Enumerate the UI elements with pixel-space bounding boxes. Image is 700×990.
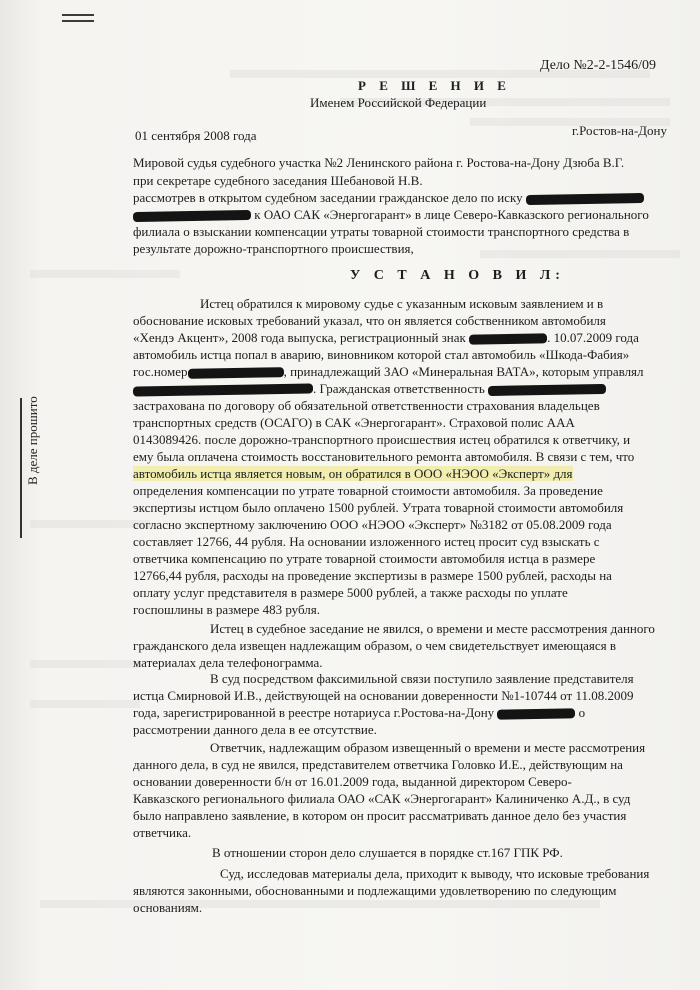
body-line: 0143089426. после дорожно-транспортного происшествия истец обратился к ответчику, и (133, 432, 631, 447)
body-line: данного дела, в суд не явился, представителем ответчика Головко И.Е., действующим на (133, 757, 623, 772)
body-line: Суд, исследовав материалы дела, приходит к выводу, что исковые требования (220, 866, 650, 881)
body-line: В суд посредством факсимильной связи поступило заявление представителя (210, 671, 634, 686)
body-line: автомобиль истца попал в аварию, виновником которой стал автомобиль «Шкода-Фабия» (133, 347, 630, 362)
body-line: ответчика. (133, 825, 192, 840)
body-line (133, 466, 573, 482)
body-line: оплату услуг представителя в размере 5000 рублей, а также расходы по уплате (133, 585, 568, 600)
redaction (526, 193, 644, 205)
redaction (497, 708, 575, 719)
highlight: автомобиль истца является новым, он обратился в ООО «НЭОО «Эксперт» для (133, 466, 573, 481)
established-heading: У С Т А Н О В И Л: (350, 268, 565, 283)
body-line: застрахована по договору об обязательной ответственности страхования владельцев (133, 398, 600, 413)
body-line: Истец обратился к мировому судье с указанным исковым заявлением и в (200, 296, 604, 311)
body-line: истца Смирновой И.В., действующей на основании доверенности №1-10744 от 11.08.2009 (133, 688, 634, 703)
document-date: 01 сентября 2008 года (135, 128, 257, 143)
body-line: определения компенсации по утрате товарной стоимости автомобиля. За проведение (133, 483, 603, 498)
body-line: . Гражданская ответственность (133, 381, 606, 397)
redaction (469, 333, 547, 344)
redaction (488, 384, 606, 396)
body-line: В отношении сторон дело слушается в порядке ст.167 ГПК РФ. (212, 845, 563, 860)
body-line: Кавказского регионального филиала ОАО «САК «Энергогарант» Калиниченко А.Д., в суд (133, 791, 631, 806)
body-line: 12766,44 рубля, расходы на проведение экспертизы в размере 1500 рублей, расходы на (133, 568, 612, 583)
body-line: года, зарегистрированной в реестре нотариуса г.Ростова-на-Дону о (133, 705, 586, 720)
redaction (133, 210, 251, 222)
intro-line: рассмотрев в открытом судебном заседании гражданское дело по иску (133, 190, 644, 206)
intro-line: филиала о взыскании компенсации утраты товарной стоимости транспортного средства в (133, 224, 630, 239)
intro-line: к ОАО САК «Энергогарант» в лице Северо-Кавказского регионального (133, 207, 649, 223)
body-line: гражданского дела извещен надлежащим образом, о чем свидетельствует имеющаяся в (133, 638, 617, 653)
margin-note: В деле прошито (25, 396, 40, 485)
body-line: транспортных средств (ОСАГО) в САК «Энергогарант». Страховой полис ААА (133, 415, 575, 430)
body-line: гос.номер , принадлежащий ЗАО «Минеральная ВАТА», которым управлял (133, 364, 644, 379)
redaction (187, 367, 283, 379)
document-city: г.Ростов-на-Дону (572, 123, 667, 138)
body-line: материалах дела телефонограмма. (133, 655, 323, 670)
body-line: Истец в судебное заседание не явился, о времени и месте рассмотрения данного (210, 621, 655, 636)
document-title: Р Е Ш Е Н И Е (358, 78, 511, 93)
staple-mark (62, 20, 94, 22)
body-line: было направлено заявление, в котором он просит рассматривать данное дело без участия (133, 808, 627, 823)
body-line: госпошлины в размере 483 рубля. (133, 602, 320, 617)
document-subtitle: Именем Российской Федерации (310, 95, 487, 110)
redaction (133, 383, 313, 396)
body-line: Ответчик, надлежащим образом извещенный о времени и месте рассмотрения (210, 740, 646, 755)
body-line: экспертизы истцом было оплачено 1500 рублей. Утрата товарной стоимости автомобиля (133, 500, 624, 515)
intro-line: результате дорожно-транспортного происшествия, (133, 241, 414, 256)
body-line: основаниям. (133, 900, 203, 915)
intro-line: при секретаре судебного заседания Шебановой Н.В. (133, 173, 423, 188)
body-line: обоснование исковых требований указал, что он является собственником автомобиля (133, 313, 606, 328)
body-line: рассмотрении данного дела в ее отсутствие. (133, 722, 377, 737)
body-line: составляет 12766, 44 рубля. На основании изложенного истец просит суд взыскать с (133, 534, 600, 549)
body-line: основании доверенности б/н от 16.01.2009 года, выданной директором Северо- (133, 774, 572, 789)
body-line: являются законными, обоснованными и подлежащими удовлетворению по следующим (133, 883, 617, 898)
staple-mark (62, 14, 94, 16)
case-number: Дело №2-2-1546/09 (540, 58, 656, 73)
intro-line: Мировой судья судебного участка №2 Ленинского района г. Ростова-на-Дону Дзюба В.Г. (133, 155, 625, 170)
body-line: ответчика компенсацию по утрате товарной стоимости автомобиля истца в размере (133, 551, 596, 566)
body-line: «Хендэ Акцент», 2008 года выпуска, регистрационный знак . 10.07.2009 года (133, 330, 639, 345)
margin-stamp-bar (20, 398, 22, 538)
body-line: согласно экспертному заключению ООО «НЭОО «Эксперт» №3182 от 05.08.2009 года (133, 517, 612, 532)
body-line: ему была оплачена стоимость восстановительного ремонта автомобиля. В связи с тем, что (133, 449, 635, 464)
